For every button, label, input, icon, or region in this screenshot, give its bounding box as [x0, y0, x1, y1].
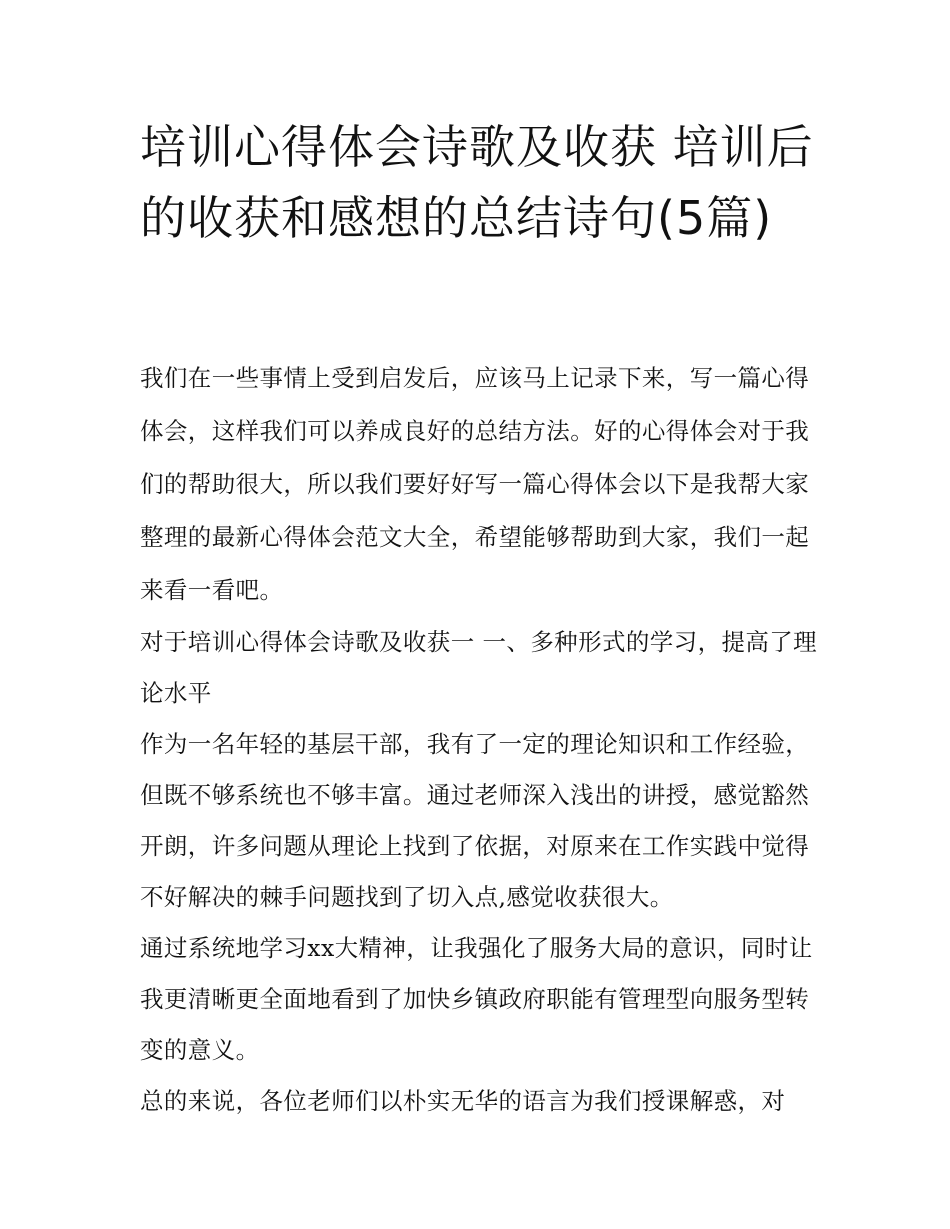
paragraph-experience: 作为一名年轻的基层干部，我有了一定的理论知识和工作经验，但既不够系统也不够丰富。通过老师深入浅出的讲授，感觉豁然开朗，许多问题从理论上找到了依据，对原来在工作实践中觉得不好解决的棘手问题找到了切入点,感觉收获很大。: [140, 730, 810, 911]
paragraph-summary: 总的来说，各位老师们以朴实无华的语言为我们授课解惑，对: [140, 1087, 786, 1115]
paragraph-section-heading: 对于培训心得体会诗歌及收获一 一、多种形式的学习，提高了理论水平: [140, 628, 818, 707]
document-body: [140, 352, 825, 1127]
paragraph-intro: 我们在一些事情上受到启发后，应该马上记录下来，写一篇心得体会，这样我们可以养成良好的总结方法。好的心得体会对于我们的帮助很大，所以我们要好好写一篇心得体会以下是我帮大家整理的最新心得体会范文大全，希望能够帮助到大家，我们一起来看一看吧。: [140, 364, 810, 604]
document-title: 培训心得体会诗歌及收获 培训后的收获和感想的总结诗句(5篇): [140, 120, 814, 245]
paragraph-study: 通过系统地学习xx大精神，让我强化了服务大局的意识，同时让我更清晰更全面地看到了加快乡镇政府职能有管理型向服务型转变的意义。: [140, 934, 813, 1064]
